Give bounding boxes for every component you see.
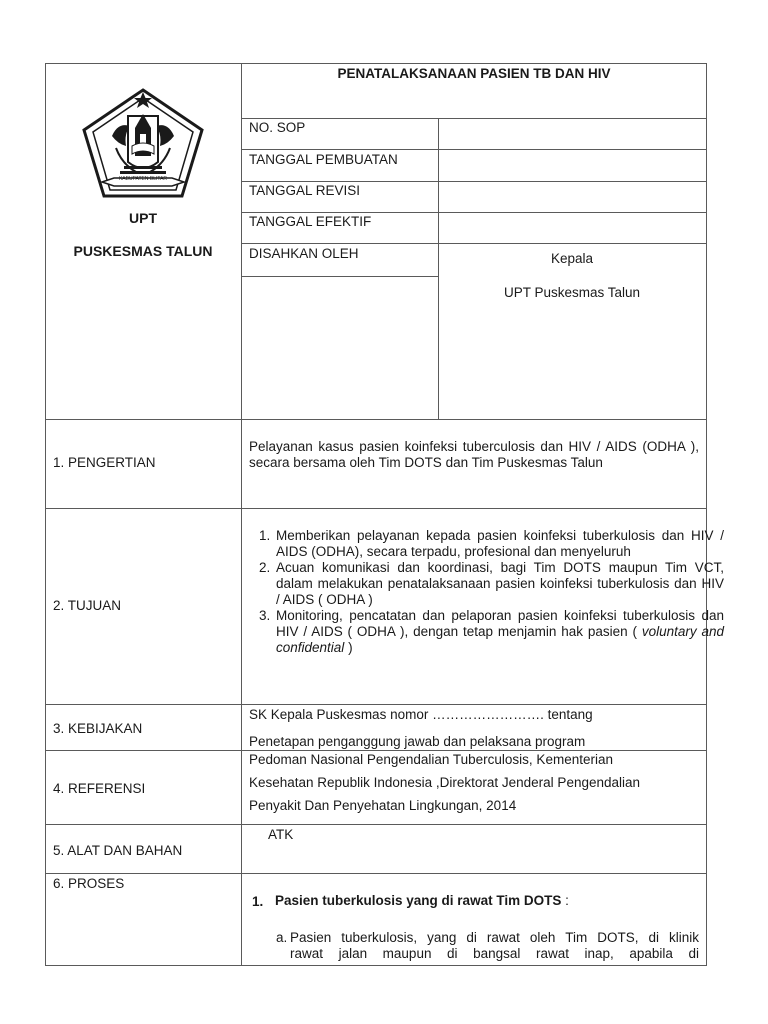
section-divider — [45, 750, 707, 751]
tujuan-item-text: Monitoring, pencatatan dan pelaporan pasien koinfeksi tuberkulosis dan HIV / AIDS ( ODHA ), dengan tetap menjamin hak pasien ( — [276, 608, 724, 639]
regency-emblem-icon — [78, 84, 208, 202]
section-divider — [45, 508, 707, 509]
section-divider — [45, 873, 707, 874]
field-row-divider — [241, 181, 707, 182]
tujuan-item: 2. Acuan komunikasi dan koordinasi, bagi Tim DOTS maupun Tim VCT, dalam melakukan penatalaksanaan pasien koinfeksi tuberkulosis dan HIV / AIDS ( ODHA ) — [274, 560, 724, 608]
referensi-line: Kesehatan Republik Indonesia ,Direktorat Jenderal Pengendalian — [249, 775, 641, 790]
table-border-right — [706, 63, 707, 966]
document-title: PENATALAKSANAAN PASIEN TB DAN HIV — [337, 66, 611, 81]
section-divider — [45, 419, 707, 420]
title-row-divider — [241, 118, 707, 119]
tujuan-list — [249, 528, 724, 656]
table-border-bottom — [45, 965, 707, 966]
proses-item-line: rawat jalan maupun di bangsal rawat inap, apabila di — [290, 946, 699, 961]
field-row-divider — [241, 243, 707, 244]
proses-heading — [275, 893, 569, 909]
alat-text: ATK — [268, 827, 294, 842]
section-label-proses: 6. PROSES — [53, 876, 125, 891]
field-label-disahkan-oleh: DISAHKAN OLEH — [249, 246, 359, 261]
tujuan-item-emphasis: voluntary and confidential — [276, 624, 724, 655]
referensi-line: Pedoman Nasional Pengendalian Tuberculosis, Kementerian — [249, 752, 613, 767]
field-row-divider — [241, 149, 707, 150]
kebijakan-line: Penetapan penganggung jawab dan pelaksana program — [249, 734, 586, 749]
field-row-divider — [241, 212, 707, 213]
signature-row-divider — [241, 276, 438, 277]
section-label-alat-dan-bahan: 5. ALAT DAN BAHAN — [53, 843, 183, 858]
regency-logo — [78, 84, 208, 202]
referensi-line: Penyakit Dan Penyehatan Lingkungan, 2014 — [249, 798, 517, 813]
proses-item-line: Pasien tuberkulosis, yang di rawat oleh Tim DOTS, di klinik — [290, 930, 699, 945]
kebijakan-line: SK Kepala Puskesmas nomor ……………………. tentang — [249, 707, 593, 722]
proses-item-marker: a. — [276, 930, 288, 945]
section-label-pengertian: 1. PENGERTIAN — [53, 455, 156, 470]
proses-heading-suffix: : — [565, 893, 569, 908]
section-label-referensi: 4. REFERENSI — [53, 781, 146, 796]
tujuan-item-end: ) — [348, 640, 353, 655]
section-label-kebijakan: 3. KEBIJAKAN — [53, 721, 143, 736]
section-label-tujuan: 2. TUJUAN — [53, 598, 122, 613]
tujuan-item: 1. Memberikan pelayanan kepada pasien koinfeksi tuberkulosis dan HIV / AIDS (ODHA), secara terpadu, profesional dan menyeluruh — [274, 528, 724, 560]
field-label-tanggal-efektif: TANGGAL EFEKTIF — [249, 214, 372, 229]
table-border-left — [45, 63, 46, 966]
pengertian-text: Pelayanan kasus pasien koinfeksi tuberculosis dan HIV / AIDS (ODHA ), secara bersama oleh Tim DOTS dan Tim Puskesmas Talun — [249, 439, 699, 470]
approver-title: Kepala — [550, 251, 594, 266]
org-unit: UPT — [129, 210, 157, 226]
logo-banner-text: KABUPATEN BLITAR — [118, 176, 168, 182]
org-name: PUSKESMAS TALUN — [73, 243, 213, 259]
section-divider — [45, 704, 707, 705]
table-column-divider — [241, 63, 242, 966]
field-label-tanggal-pembuatan: TANGGAL PEMBUATAN — [249, 152, 398, 167]
proses-heading-text: Pasien tuberkulosis yang di rawat Tim DOTS — [275, 893, 562, 908]
section-divider — [45, 824, 707, 825]
table-border-top — [45, 63, 707, 64]
header-value-divider — [438, 118, 439, 419]
proses-heading-number: 1. — [252, 894, 264, 909]
field-label-no-sop: NO. SOP — [249, 120, 306, 135]
tujuan-item — [274, 608, 724, 656]
field-label-tanggal-revisi: TANGGAL REVISI — [249, 183, 361, 198]
approver-unit: UPT Puskesmas Talun — [503, 285, 641, 300]
